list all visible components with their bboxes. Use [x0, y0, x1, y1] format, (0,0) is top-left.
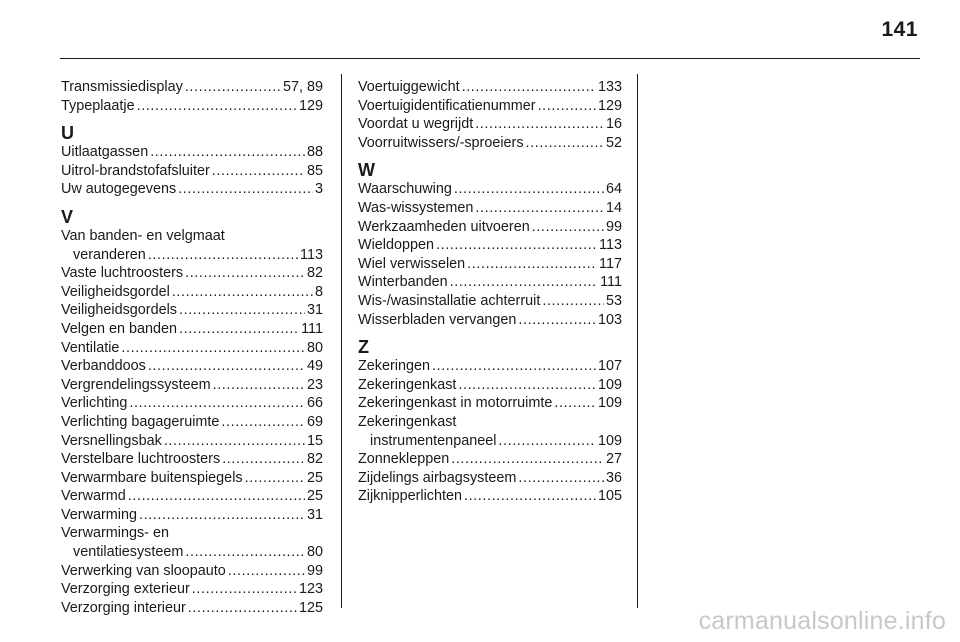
index-entry — [358, 180, 622, 199]
dot-leader — [178, 180, 313, 199]
entry-term: Transmissiedisplay — [61, 79, 183, 95]
index-column-left — [61, 78, 323, 617]
entry-term: veranderen — [73, 246, 146, 263]
dot-leader — [554, 394, 596, 413]
index-entry — [61, 162, 323, 181]
index-entry — [61, 320, 323, 339]
index-entry — [358, 376, 622, 395]
index-entry — [61, 432, 323, 451]
entry-page-ref: 103 — [597, 311, 622, 328]
entry-term: instrumentenpaneel — [370, 432, 497, 449]
entry-page-ref: 49 — [306, 358, 323, 375]
entry-term: Uitrol-brandstofafsluiter — [61, 162, 210, 179]
dot-leader — [498, 432, 596, 451]
entry-page-ref: 111 — [301, 320, 323, 337]
dot-leader — [185, 264, 305, 283]
index-entry — [61, 376, 323, 395]
entry-term: Voertuigidentificatienummer — [358, 97, 536, 114]
entry-page-ref: 113 — [599, 237, 622, 254]
entry-term: Verlichting — [61, 395, 128, 412]
section-letter: W — [358, 160, 375, 181]
index-entry — [61, 413, 323, 432]
dot-leader — [532, 218, 604, 237]
index-entry — [358, 199, 622, 218]
entry-term: Voordat u wegrijdt — [358, 116, 474, 133]
dot-leader — [475, 115, 604, 134]
section-letter: U — [61, 123, 74, 144]
index-entry — [358, 255, 622, 274]
entry-term: Van banden- en velgmaat — [61, 227, 225, 244]
entry-page-ref: 80 — [306, 544, 323, 561]
dot-leader — [150, 143, 305, 162]
dot-leader — [526, 134, 604, 153]
dot-leader — [148, 246, 298, 265]
dot-leader — [164, 432, 305, 451]
entry-term: Wisserbladen vervangen — [358, 311, 517, 328]
entry-page-ref: 109 — [597, 432, 622, 449]
index-entry — [61, 450, 323, 469]
entry-term: Zonnekleppen — [358, 451, 450, 468]
entry-term: Versnellingsbak — [61, 432, 162, 449]
index-entry — [358, 394, 622, 413]
index-entry — [358, 97, 622, 116]
entry-page-ref: 85 — [306, 162, 323, 179]
entry-page-ref: 109 — [597, 395, 622, 412]
dot-leader — [518, 311, 596, 330]
index-entry — [61, 97, 323, 116]
entry-term: Wiel verwisselen — [358, 255, 466, 272]
index-entry — [358, 292, 622, 311]
entry-page-ref: 25 — [306, 488, 323, 505]
dot-leader — [185, 543, 305, 562]
dot-leader — [467, 255, 597, 274]
index-section — [61, 207, 323, 617]
entry-term: Typeplaatje — [61, 97, 135, 114]
entry-page-ref: 31 — [306, 506, 323, 523]
entry-term: Werkzaamheden uitvoeren — [358, 218, 530, 235]
index-entry — [61, 487, 323, 506]
index-entry — [358, 78, 622, 97]
entry-page-ref: 129 — [298, 97, 323, 114]
dot-leader — [213, 376, 305, 395]
entry-page-ref: 27 — [605, 451, 622, 468]
entry-term: Verwarmd — [61, 488, 126, 505]
dot-leader — [538, 97, 596, 116]
dot-leader — [179, 320, 299, 339]
index-entry — [61, 339, 323, 358]
index-entry — [61, 469, 323, 488]
dot-leader — [221, 413, 305, 432]
section-letter: V — [61, 206, 74, 227]
index-entry — [61, 580, 323, 599]
entry-page-ref: 99 — [605, 218, 622, 235]
entry-term: Uitlaatgassen — [61, 144, 149, 161]
dot-leader — [245, 469, 305, 488]
index-column-middle — [358, 78, 622, 506]
index-entry — [358, 311, 622, 330]
dot-leader — [464, 487, 596, 506]
entry-term: Verwerking van sloopauto — [61, 562, 226, 579]
index-section — [358, 160, 622, 329]
index-entry — [358, 273, 622, 292]
index-entry — [358, 218, 622, 237]
entry-term: Veiligheidsgordel — [61, 283, 170, 300]
entry-page-ref: 66 — [306, 395, 323, 412]
dot-leader — [185, 78, 281, 97]
index-entry — [358, 469, 622, 488]
entry-page-ref: 14 — [605, 199, 622, 216]
dot-leader — [139, 506, 305, 525]
entry-page-ref: 123 — [298, 581, 323, 598]
entry-page-ref: 16 — [605, 116, 622, 133]
entry-page-ref: 64 — [605, 181, 622, 198]
entry-term: Zijknipperlichten — [358, 488, 462, 505]
dot-leader — [432, 357, 596, 376]
entry-term: Zekeringenkast — [358, 413, 457, 430]
dot-leader — [454, 180, 604, 199]
index-entry — [61, 180, 323, 199]
index-entry — [61, 357, 323, 376]
header-rule — [60, 58, 920, 59]
entry-page-ref: 53 — [605, 292, 622, 309]
entry-term: Verlichting bagageruimte — [61, 413, 220, 430]
index-entry — [61, 283, 323, 302]
index-entry — [61, 301, 323, 320]
entry-page-ref: 88 — [306, 144, 323, 161]
dot-leader — [148, 357, 305, 376]
dot-leader — [129, 394, 305, 413]
index-entry — [61, 599, 323, 618]
index-section — [358, 337, 622, 506]
index-entry — [358, 487, 622, 506]
entry-term: Voorruitwissers/-sproeiers — [358, 134, 524, 151]
dot-leader — [458, 376, 596, 395]
entry-term: Uw autogegevens — [61, 181, 177, 198]
dot-leader — [462, 78, 596, 97]
entry-term: Zekeringenkast in motorruimte — [358, 395, 553, 412]
entry-term: Zekeringenkast — [358, 376, 457, 393]
index-entry — [61, 394, 323, 413]
entry-term: Velgen en banden — [61, 320, 178, 337]
entry-page-ref: 52 — [605, 134, 622, 151]
entry-term: Verzorging exterieur — [61, 581, 190, 598]
entry-term: Ventilatie — [61, 339, 120, 356]
entry-page-ref: 99 — [306, 562, 323, 579]
entry-page-ref: 31 — [306, 302, 323, 319]
entry-page-ref: 125 — [298, 599, 323, 616]
entry-term: Verwarmbare buitenspiegels — [61, 469, 243, 486]
entry-page-ref: 113 — [300, 246, 323, 263]
index-entry — [61, 506, 323, 525]
index-section — [61, 78, 323, 115]
entry-term: Verstelbare luchtroosters — [61, 451, 221, 468]
entry-page-ref: 129 — [597, 97, 622, 114]
index-entry — [358, 134, 622, 153]
index-section — [358, 78, 622, 152]
watermark: carmanualsonline.info — [698, 607, 946, 635]
entry-term: Wis-/wasinstallatie achterruit — [358, 292, 541, 309]
dot-leader — [451, 450, 604, 469]
entry-page-ref: 15 — [306, 432, 323, 449]
entry-term: ventilatiesysteem — [73, 544, 184, 561]
entry-page-ref: 109 — [597, 376, 622, 393]
entry-page-ref: 133 — [597, 79, 622, 95]
dot-leader — [137, 97, 297, 116]
index-entry — [358, 357, 622, 376]
entry-page-ref: 25 — [306, 469, 323, 486]
column-divider-left — [341, 74, 342, 608]
dot-leader — [179, 301, 305, 320]
entry-term: Winterbanden — [358, 274, 448, 291]
index-entry — [61, 562, 323, 581]
page-number: 141 — [881, 18, 918, 41]
entry-term: Vergrendelingssysteem — [61, 376, 211, 393]
entry-page-ref: 117 — [599, 255, 622, 272]
entry-page-ref: 36 — [605, 469, 622, 486]
dot-leader — [212, 162, 305, 181]
index-entry — [61, 264, 323, 283]
entry-page-ref: 3 — [314, 181, 323, 198]
entry-term: Vaste luchtroosters — [61, 265, 184, 282]
entry-page-ref: 111 — [600, 274, 622, 291]
dot-leader — [475, 199, 604, 218]
entry-page-ref: 23 — [306, 376, 323, 393]
section-letter: Z — [358, 337, 369, 358]
entry-page-ref: 69 — [306, 413, 323, 430]
index-section — [61, 123, 323, 199]
entry-page-ref: 8 — [314, 283, 323, 300]
entry-term: Verbanddoos — [61, 358, 146, 375]
dot-leader — [121, 339, 305, 358]
dot-leader — [222, 450, 305, 469]
index-entry — [61, 78, 323, 97]
dot-leader — [192, 580, 297, 599]
index-entry — [358, 236, 622, 255]
dot-leader — [172, 283, 313, 302]
index-entry — [358, 450, 622, 469]
index-entry — [358, 115, 622, 134]
index-entry — [61, 143, 323, 162]
entry-term: Voertuiggewicht — [358, 79, 460, 95]
entry-term: Wieldoppen — [358, 237, 435, 254]
entry-term: Zekeringen — [358, 358, 430, 375]
entry-page-ref: 82 — [306, 265, 323, 282]
dot-leader — [542, 292, 604, 311]
column-divider-right — [637, 74, 638, 608]
entry-page-ref: 80 — [306, 339, 323, 356]
index-entry — [61, 227, 323, 264]
dot-leader — [128, 487, 305, 506]
entry-term: Verzorging interieur — [61, 599, 186, 616]
dot-leader — [188, 599, 297, 618]
dot-leader — [436, 236, 597, 255]
entry-term: Was-wissystemen — [358, 199, 474, 216]
entry-page-ref: 107 — [597, 358, 622, 375]
entry-term: Waarschuwing — [358, 181, 452, 198]
dot-leader — [450, 273, 599, 292]
dot-leader — [518, 469, 604, 488]
entry-term: Veiligheidsgordels — [61, 302, 178, 319]
entry-page-ref: 82 — [306, 451, 323, 468]
entry-page-ref: 105 — [597, 488, 622, 505]
entry-page-ref: 57, 89 — [282, 79, 323, 95]
index-entry — [61, 524, 323, 561]
index-entry — [358, 413, 622, 450]
entry-term: Zijdelings airbagsysteem — [358, 469, 517, 486]
entry-term: Verwarming — [61, 506, 137, 523]
dot-leader — [228, 562, 305, 581]
entry-term: Verwarmings- en — [61, 525, 169, 542]
